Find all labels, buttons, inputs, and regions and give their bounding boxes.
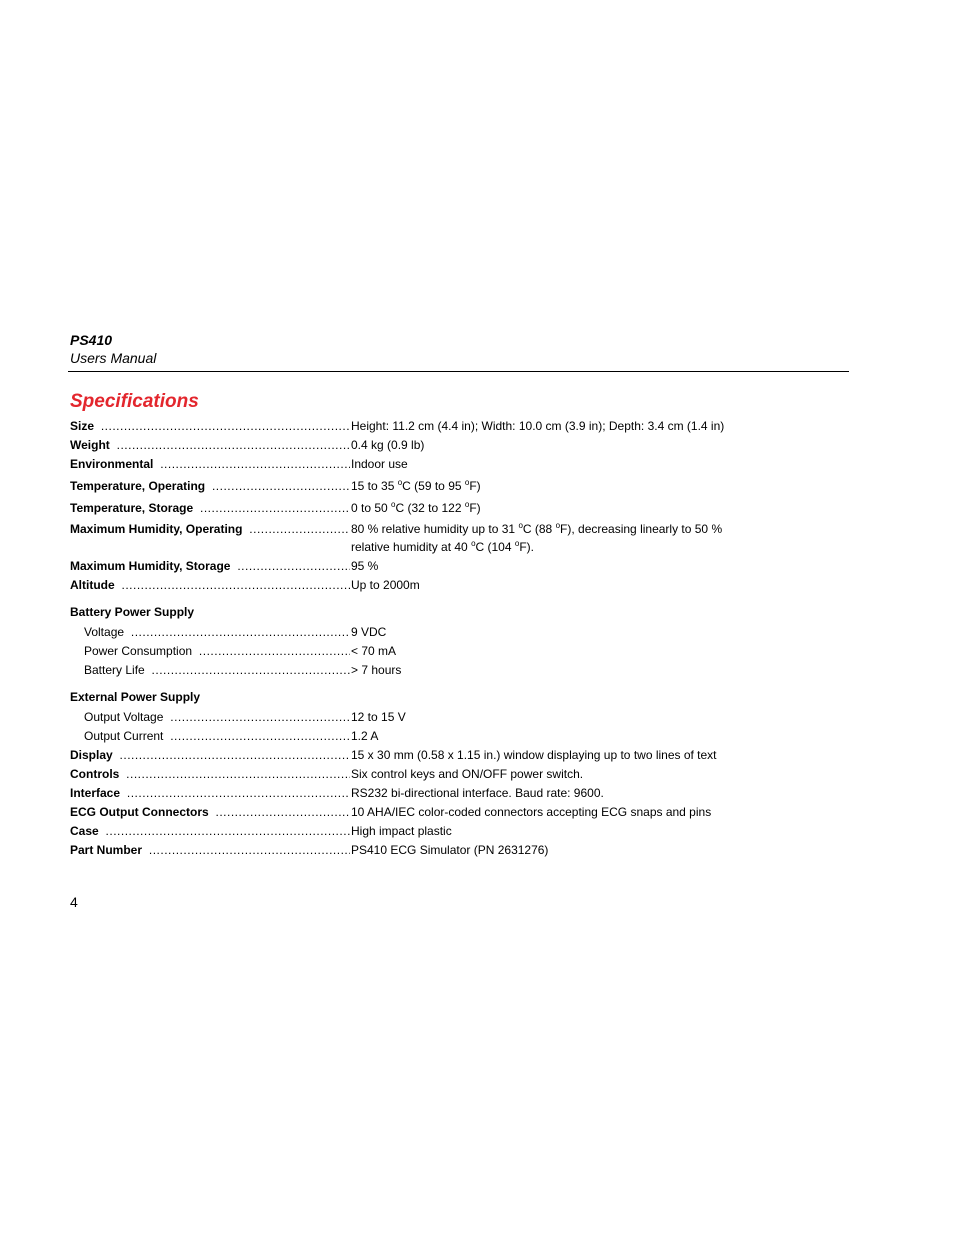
spec-value: 10 AHA/IEC color-coded connectors accepting ECG snaps and pins (351, 805, 712, 819)
section-heading-external: External Power Supply (70, 690, 201, 704)
spec-label: Maximum Humidity, Storage (70, 559, 233, 573)
spec-label: Power Consumption (84, 644, 195, 658)
product-name: PS410 (70, 332, 113, 348)
spec-label: Maximum Humidity, Operating (70, 522, 245, 536)
spec-label: Altitude (70, 578, 118, 592)
spec-label: Output Voltage (84, 710, 166, 724)
spec-label: Temperature, Storage (70, 501, 196, 515)
spec-value: 15 to 35 $^o$C (59 to 95 $^o$F) (351, 478, 481, 493)
spec-value: < 70 mA (351, 644, 397, 658)
spec-value: Indoor use (351, 457, 408, 471)
spec-label: Interface (70, 786, 123, 800)
spec-value: 0 to 50 $^o$C (32 to 122 $^o$F) (351, 500, 481, 515)
spec-label: Case (70, 824, 102, 838)
spec-label: Weight (70, 438, 113, 452)
spec-label: ECG Output Connectors (70, 805, 212, 819)
spec-label: Voltage (84, 625, 127, 639)
page-number: 4 (70, 894, 78, 910)
spec-value: 95 % (351, 559, 379, 573)
spec-label: Controls (70, 767, 122, 781)
spec-label: Display (70, 748, 116, 762)
spec-label: Part Number (70, 843, 145, 857)
spec-label: Temperature, Operating (70, 479, 208, 493)
manual-name: Users Manual (70, 350, 157, 366)
spec-value: Height: 11.2 cm (4.4 in); Width: 10.0 cm (3.9 in); Depth: 3.4 cm (1.4 in) (351, 419, 725, 433)
running-header (70, 331, 156, 367)
spec-label: Size (70, 419, 97, 433)
spec-label: Output Current (84, 729, 166, 743)
spec-label: Battery Life (84, 663, 148, 677)
spec-value: Up to 2000m (351, 578, 420, 592)
spec-value: 12 to 15 V (351, 710, 406, 724)
header-rule (68, 371, 849, 372)
spec-value: > 7 hours (351, 663, 402, 677)
spec-value: RS232 bi-directional interface. Baud rate: 9600. (351, 786, 604, 800)
spec-value: 80 % relative humidity up to 31 $^o$C (88 $^o$F), decreasing linearly to 50 % (351, 521, 723, 536)
spec-value-continued: relative humidity at 40 $^o$C (104 $^o$F). (351, 539, 534, 554)
spec-value: Six control keys and ON/OFF power switch. (351, 767, 584, 781)
section-heading-battery: Battery Power Supply (70, 605, 195, 619)
spec-value: High impact plastic (351, 824, 452, 838)
spec-value: 9 VDC (351, 625, 387, 639)
spec-value: PS410 ECG Simulator (PN 2631276) (351, 843, 549, 857)
page-title: Specifications (70, 391, 199, 412)
spec-value: 0.4 kg (0.9 lb) (351, 438, 425, 452)
spec-value: 1.2 A (351, 729, 379, 743)
spec-label: Environmental (70, 457, 156, 471)
spec-value: 15 x 30 mm (0.58 x 1.15 in.) window displaying up to two lines of text (351, 748, 717, 762)
